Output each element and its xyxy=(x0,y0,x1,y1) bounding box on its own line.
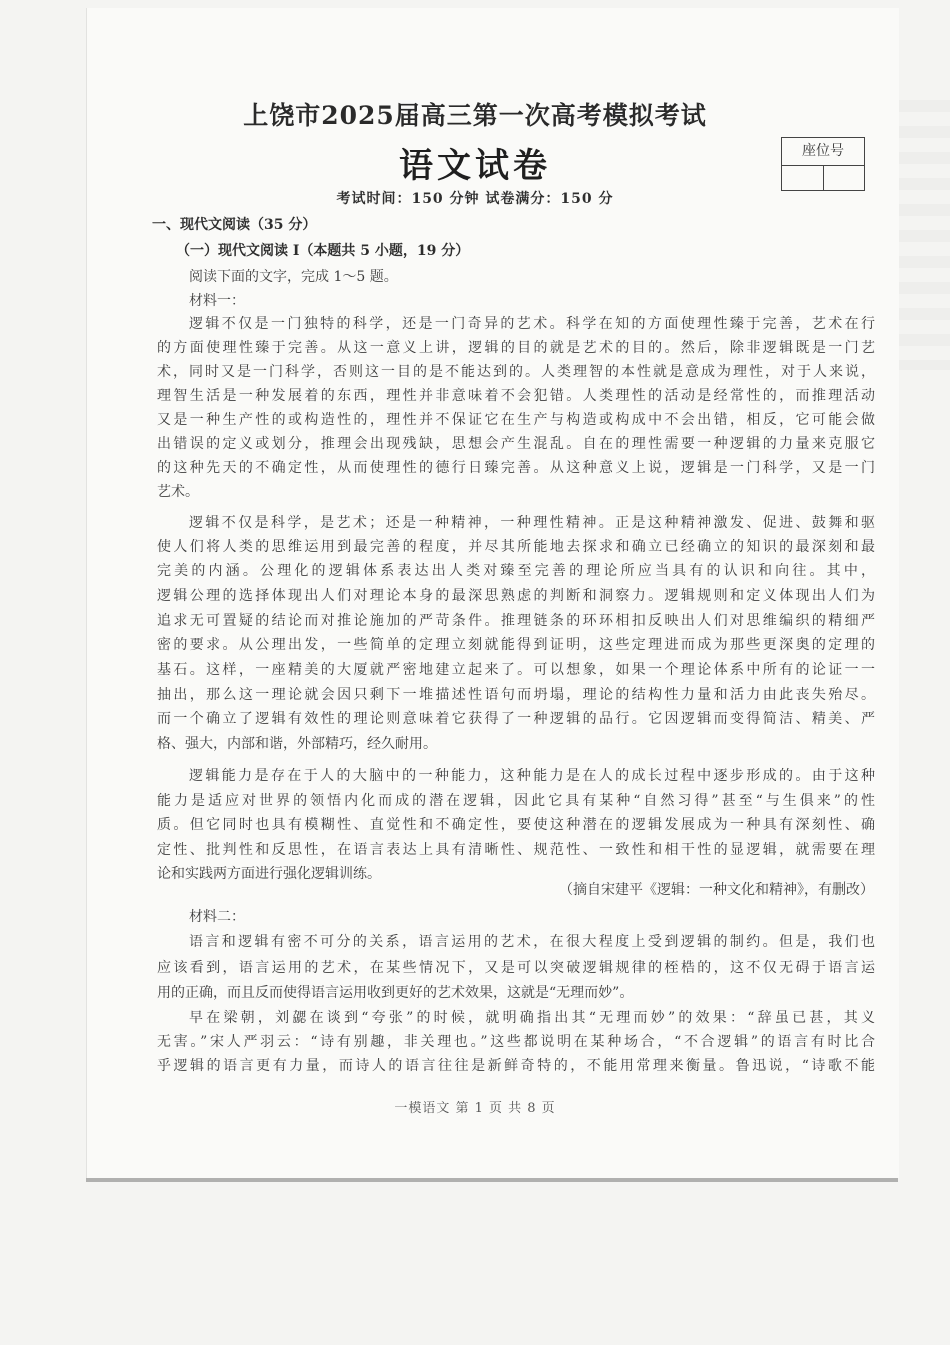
instruction-text: 阅读下面的文字，完成 1～5 题。 xyxy=(189,269,398,285)
paragraph-line: 格、强大，内部和谐，外部精巧，经久耐用。 xyxy=(157,736,437,752)
paragraph-line: 质。但它同时也具有模糊性、直觉性和不确定性，要使这种潜在的逻辑发展成为一种具有深刻性、确 xyxy=(157,817,875,833)
paragraph-line: 乎逻辑的语言更有力量，而诗人的语言往往是新鲜奇特的，不能用常理来衡量。鲁迅说，“诗歌不能 xyxy=(157,1058,875,1074)
exam-title: 上饶市2025届高三第一次高考模拟考试 xyxy=(243,101,707,130)
paragraph-line: 应该看到，语言运用的艺术，在某些情况下，又是可以突破逻辑规律的桎梏的，这不仅无碍于语言运 xyxy=(157,960,875,976)
paragraph-line: 使人们将人类的思维运用到最完善的程度，并尽其所能地去探求和确立已经确立的知识的最深刻和最 xyxy=(157,539,875,555)
subject-title: 语文试卷 xyxy=(399,146,551,186)
paragraph-line: 定性、批判性和反思性，在语言表达上具有清晰性、规范性、一致性和相干性的显逻辑，就需要在理 xyxy=(157,842,875,858)
section-heading: 一、现代文阅读（35 分） xyxy=(152,217,317,233)
paragraph-line: 逻辑不仅是科学，是艺术；还是一种精神，一种理性精神。正是这种精神激发、促进、鼓舞和驱 xyxy=(189,515,875,531)
paragraph-line: 完美的内涵。公理化的逻辑体系表达出人类对臻至完善的理论所应当具有的认识和向往。其中， xyxy=(157,563,875,579)
paragraph-line: 的方面使理性臻于完善。从这一意义上讲，逻辑的目的就是艺术的目的。然后，除非逻辑既是一门艺 xyxy=(157,340,875,356)
paragraph-line: 用的正确，而且反而使得语言运用收到更好的艺术效果，这就是“无理而妙”。 xyxy=(157,985,634,1001)
seat-number-label: 座位号 xyxy=(782,138,864,166)
paragraph-line: 基石。这样，一座精美的大厦就严密地建立起来了。可以想象，如果一个理论体系中所有的论证一一 xyxy=(157,662,875,678)
page-footer: 一模语文 第 1 页 共 8 页 xyxy=(394,1101,556,1116)
paragraph-line: 术，同时又是一门科学，否则这一目的是不能达到的。人类理智的本性就是意成为理性，对于人来说， xyxy=(157,364,875,380)
paragraph-line: 逻辑能力是存在于人的大脑中的一种能力，这种能力是在人的成长过程中逐步形成的。由于这种 xyxy=(189,768,875,784)
material-2-label: 材料二： xyxy=(189,909,245,925)
paragraph-line: 理智生活是一种发展着的东西，理性并非意味着不会犯错。人类理性的活动是经常性的，而推理活动 xyxy=(157,388,875,404)
paragraph-line: 语言和逻辑有密不可分的关系，语言运用的艺术，在很大程度上受到逻辑的制约。但是，我们也 xyxy=(189,934,875,950)
paragraph-line: 逻辑公理的选择体现出人们对理论本身的最深思熟虑的判断和洞察力。逻辑规则和定义体现出人们为 xyxy=(157,588,875,604)
paragraph-line: 逻辑不仅是一门独特的科学，还是一门奇异的艺术。科学在知的方面使理性臻于完善，艺术在行 xyxy=(189,316,875,332)
paragraph-line: 密的要求。从公理出发，一些简单的定理立刻就能得到证明，这些定理进而成为那些更深奥的定理的 xyxy=(157,637,875,653)
paragraph-line: 出错误的定义或划分，推理会出现残缺，思想会产生混乱。自在的理性需要一种逻辑的力量来克服它 xyxy=(157,436,875,452)
material-1-label: 材料一： xyxy=(189,293,245,309)
paragraph-line: 而一个确立了逻辑有效性的理论则意味着它获得了一种逻辑的品行。它因逻辑而变得简洁、精美、严 xyxy=(157,711,875,727)
paragraph-line: 追求无可置疑的结论而对推论施加的严苛条件。推理链条的环环相扣反映出人们对思维编织的精细严 xyxy=(157,613,875,629)
paragraph-line: 又是一种生产性的或构造性的，理性并不保证它在生产与构造或构成中不会出错，相反，它可能会做 xyxy=(157,412,875,428)
paragraph-line: 论和实践两方面进行强化逻辑训练。 xyxy=(157,866,381,882)
exam-info: 考试时间：150 分钟 试卷满分：150 分 xyxy=(336,191,614,207)
seat-number-cell xyxy=(824,166,865,190)
paragraph-line: 抽出，那么这一理论就会因只剩下一堆描述性语句而坍塌，理论的结构性力量和活力由此丧失殆尽。 xyxy=(157,687,875,703)
paragraph-line: 能力是适应对世界的领悟内化而成的潜在逻辑，因此它具有某种“自然习得”甚至“与生俱来”的性 xyxy=(157,793,875,809)
paragraph-line: 艺术。 xyxy=(157,484,199,500)
subsection-heading: （一）现代文阅读 I（本题共 5 小题，19 分） xyxy=(176,243,470,259)
paragraph-line: 的这种先天的不确定性，从而使理性的德行日臻完善。从这种意义上说，逻辑是一门科学，又是一门 xyxy=(157,460,875,476)
paragraph-line: 早在梁朝，刘勰在谈到“夸张”的时候，就明确指出其“无理而妙”的效果：“辞虽已甚，其义 xyxy=(189,1010,875,1026)
paragraph-line: 无害。”宋人严羽云：“诗有别趣，非关理也。”这些都说明在某种场合，“不合逻辑”的语言有时比合 xyxy=(157,1034,875,1050)
source-citation: （摘自宋建平《逻辑：一种文化和精神》，有删改） xyxy=(559,882,874,898)
seat-number-cell xyxy=(782,166,824,190)
seat-number-box xyxy=(781,137,865,191)
sheet-bottom-edge xyxy=(86,1178,898,1182)
